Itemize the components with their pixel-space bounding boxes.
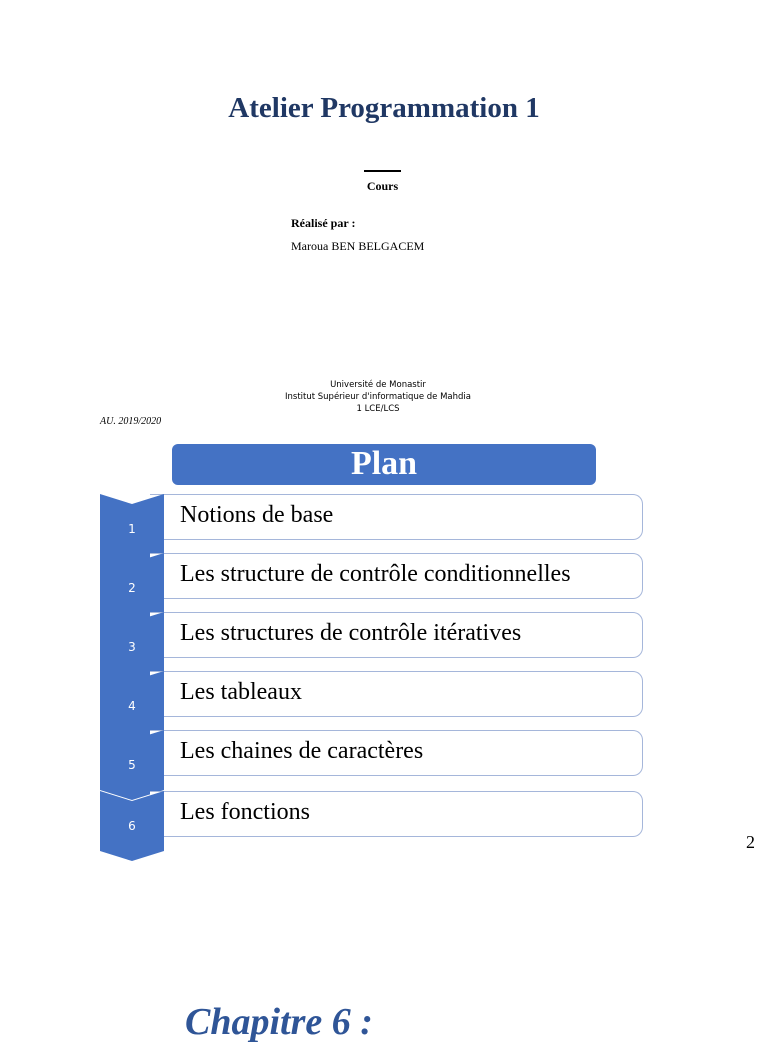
chapter-heading: Chapitre 6 : [185,1001,373,1043]
plan-item-label: Les structures de contrôle itératives [180,620,522,646]
document-subtitle: Cours [366,179,399,193]
plan-item-label: Les chaines de caractères [180,738,424,764]
title-rule [364,170,401,172]
plan-item-number: 1 [128,522,136,536]
plan-item-number: 5 [128,758,136,772]
university-name: Université de Monastir [330,380,426,390]
plan-item-label: Les tableaux [180,679,302,705]
plan-item-number: 4 [128,699,136,713]
institute-name: Institut Supérieur d'informatique de Mahdia [285,392,471,402]
author-name: Maroua BEN BELGACEM [291,239,425,253]
academic-year: AU. 2019/2020 [100,416,162,427]
plan-heading: Plan [172,444,596,485]
institution-block [0,379,756,415]
class-name: 1 LCE/LCS [356,404,400,414]
page-number: 2 [746,832,755,852]
plan-item-number: 3 [128,640,136,654]
author-label: Réalisé par : [291,216,356,230]
plan-item-number: 2 [128,581,136,595]
plan-item-label: Notions de base [180,502,334,528]
plan-item-label: Les fonctions [180,799,310,825]
plan-item-number: 6 [128,819,136,833]
document-title: Atelier Programmation 1 [228,92,540,124]
plan-item-label: Les structure de contrôle conditionnelles [180,561,571,587]
